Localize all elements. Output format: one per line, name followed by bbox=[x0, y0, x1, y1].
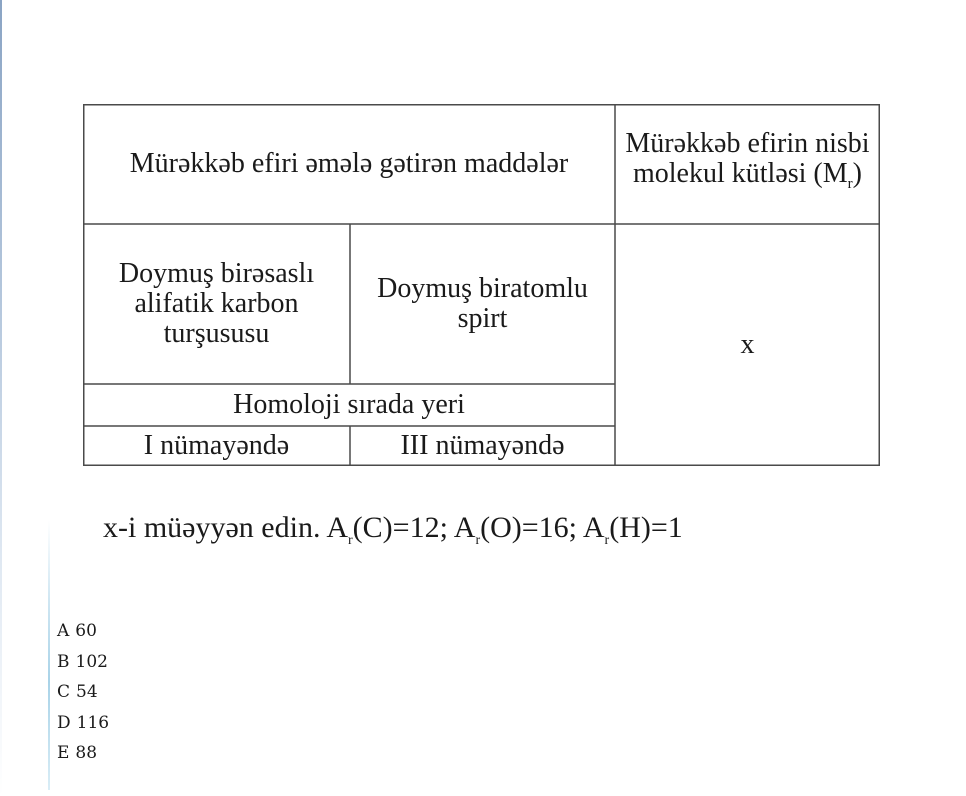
answer-value: 60 bbox=[75, 621, 97, 641]
alcohol-place-value: III nümayəndə bbox=[400, 430, 565, 461]
question-prompt: x-i müəyyən edin. bbox=[103, 511, 321, 544]
table-cell-acid bbox=[83, 224, 350, 384]
answer-option-c[interactable] bbox=[57, 677, 109, 708]
unknown-value: x bbox=[740, 329, 755, 360]
answer-option-d[interactable] bbox=[57, 708, 109, 739]
acid-place-value: I nümayəndə bbox=[143, 430, 290, 461]
atomic-mass-o: $A_r(O)=16$; bbox=[453, 511, 578, 548]
table-cell-homolog-place bbox=[83, 384, 615, 426]
acid-label: Doymuş birəsaslı alifatik karbon turşususu bbox=[118, 258, 315, 349]
table-cell-acid-place bbox=[83, 426, 350, 466]
answer-option-e[interactable] bbox=[57, 738, 109, 769]
answer-value: 116 bbox=[76, 712, 110, 733]
table-header-molar-mass bbox=[615, 104, 880, 224]
table-cell-alcohol bbox=[350, 224, 615, 384]
answer-letter: E bbox=[57, 743, 70, 763]
table-cell-alcohol-place bbox=[350, 426, 615, 466]
answer-letter: C bbox=[57, 682, 71, 702]
header-molar-mass-text: Mürəkkəb efirin nisbi molekul kütləsi $(M_r)$ bbox=[625, 128, 870, 192]
table-header-substances bbox=[83, 104, 615, 224]
left-edge-line bbox=[0, 0, 2, 796]
answer-option-b[interactable] bbox=[57, 647, 109, 678]
header-substances-text: Mürəkkəb efiri əmələ gətirən maddələr bbox=[129, 148, 569, 179]
left-accent-line bbox=[48, 520, 50, 790]
answer-value: 88 bbox=[75, 743, 98, 763]
answer-value: 54 bbox=[76, 682, 98, 702]
answer-letter: A bbox=[57, 621, 70, 641]
answer-letter: D bbox=[57, 712, 71, 733]
answer-options bbox=[57, 616, 109, 769]
answer-option-a[interactable] bbox=[57, 616, 109, 647]
atomic-mass-c: $A_r(C)=12$; bbox=[326, 511, 448, 548]
atomic-mass-h: $A_r(H)=1$ bbox=[582, 511, 683, 548]
alcohol-label: Doymuş biratomlu spirt bbox=[377, 273, 588, 334]
answer-value: 102 bbox=[75, 651, 108, 672]
question-text bbox=[103, 508, 683, 561]
answer-letter: B bbox=[57, 651, 70, 672]
homolog-place-label: Homoloji sırada yeri bbox=[233, 389, 465, 420]
ester-table bbox=[83, 104, 880, 466]
table-cell-unknown bbox=[615, 224, 880, 466]
